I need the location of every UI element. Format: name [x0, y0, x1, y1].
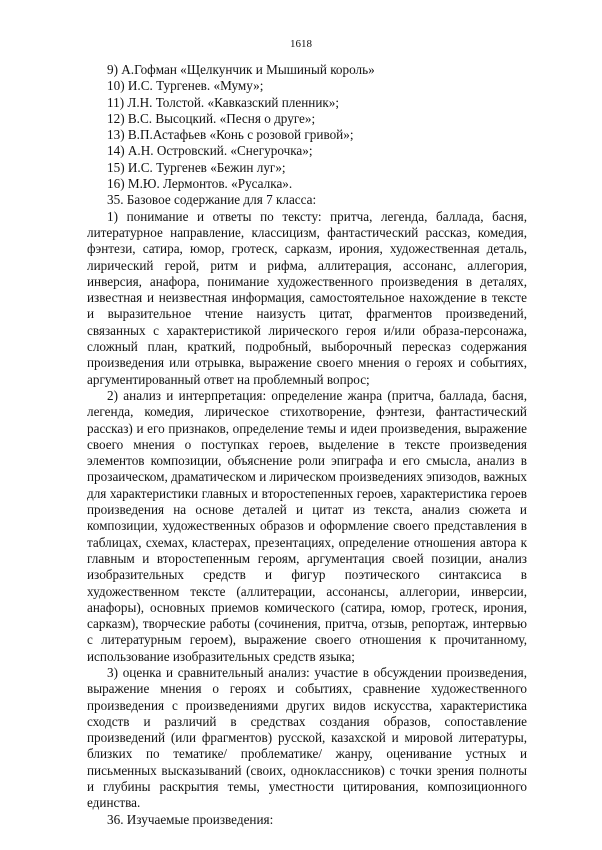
paragraph-analysis: 2) анализ и интерпретация: определение жанра (притча, баллада, басня, легенда, комедия, лирическое стихотворение, фэнтези, фантастический рассказ) и его признаков, определение темы и идеи произведения, выражение своего мнения о поступках героев, выделение в тексте произведения элементов композиции, объяснение роли эпиграфа и его смысла, анализ в прозаическом, драматическом и лирическом произведениях эпизодов, важных для характеристики главных и второстепенных героев, характеристика героев произведения на основе деталей и цитат из текста, анализ сюжета и композиции, художественных образов и оформление своего представления в таблицах, схемах, кластерах, презентациях, определение отношения автора к главным и второстепенным героям, аргументация своей позиции, анализ изобразительных средств и фигур поэтического синтаксиса в художественном тексте (аллитерации, ассонансы, аллегории, инверсии, анафоры), основных приемов комического (сатира, юмор, гротеск, ирония, сарказм), творческие работы (сочинения, притча, отзыв, репортаж, интервью с литературным героем), выражение своего отношения к прочитанному, использование изобразительных средств языка;: [87, 387, 527, 664]
works-list: [87, 62, 527, 192]
list-item: 14) А.Н. Островский. «Снегурочка»;: [107, 143, 313, 159]
paragraph-understanding: 1) понимание и ответы по тексту: притча, легенда, баллада, басня, литературное направление, классицизм, фантастический рассказ, комедия, фэнтези, сатира, юмор, гротеск, сарказм, ирония, художественная деталь, лирический герой, ритм и рифма, аллитерация, ассонанс, аллегория, инверсия, анафора, понимание художественного произведения в деталях, известная и неизвестная информация, самостоятельное нахождение в тексте и выразительное чтение наизусть цитат, фрагментов произведений, связанных с характеристикой лирического героя и/или образа-персонажа, сложный план, краткий, подробный, выборочный пересказ содержания произведения или отрывка, выражение своего мнения о героях и событиях, аргументированный ответ на проблемный вопрос;: [87, 208, 527, 387]
section-35-heading: 35. Базовое содержание для 7 класса:: [107, 192, 317, 208]
list-item: 11) Л.Н. Толстой. «Кавказский пленник»;: [107, 94, 340, 110]
list-item: 12) В.С. Высоцкий. «Песня о друге»;: [107, 110, 316, 126]
list-item: 13) В.П.Астафьев «Конь с розовой гривой»;: [107, 127, 354, 143]
paragraph-evaluation: 3) оценка и сравнительный анализ: участие в обсуждении произведения, выражение мнения о героях и событиях, сравнение художественного произведения с произведениями других видов искусства, характеристика сходств и различий в средствах создания образов, сопоставление произведений (или фрагментов) русской, казахской и мировой литературы, близких по тематике/ проблематике/ жанру, оценивание устных и письменных высказываний (своих, одноклассников) с точки зрения полноты и глубины раскрытия темы, уместности цитирования, композиционного единства.: [87, 664, 527, 811]
list-item: 10) И.С. Тургенев. «Муму»;: [107, 78, 264, 94]
page-content: [87, 62, 527, 828]
list-item: 16) М.Ю. Лермонтов. «Русалка».: [107, 176, 293, 192]
list-item: 15) И.С. Тургенев «Бежин луг»;: [107, 159, 286, 175]
section-36-heading: 36. Изучаемые произведения:: [107, 811, 274, 827]
list-item: 9) А.Гофман «Щелкунчик и Мышиный король»: [107, 62, 375, 77]
page-number: 1618: [290, 38, 312, 50]
